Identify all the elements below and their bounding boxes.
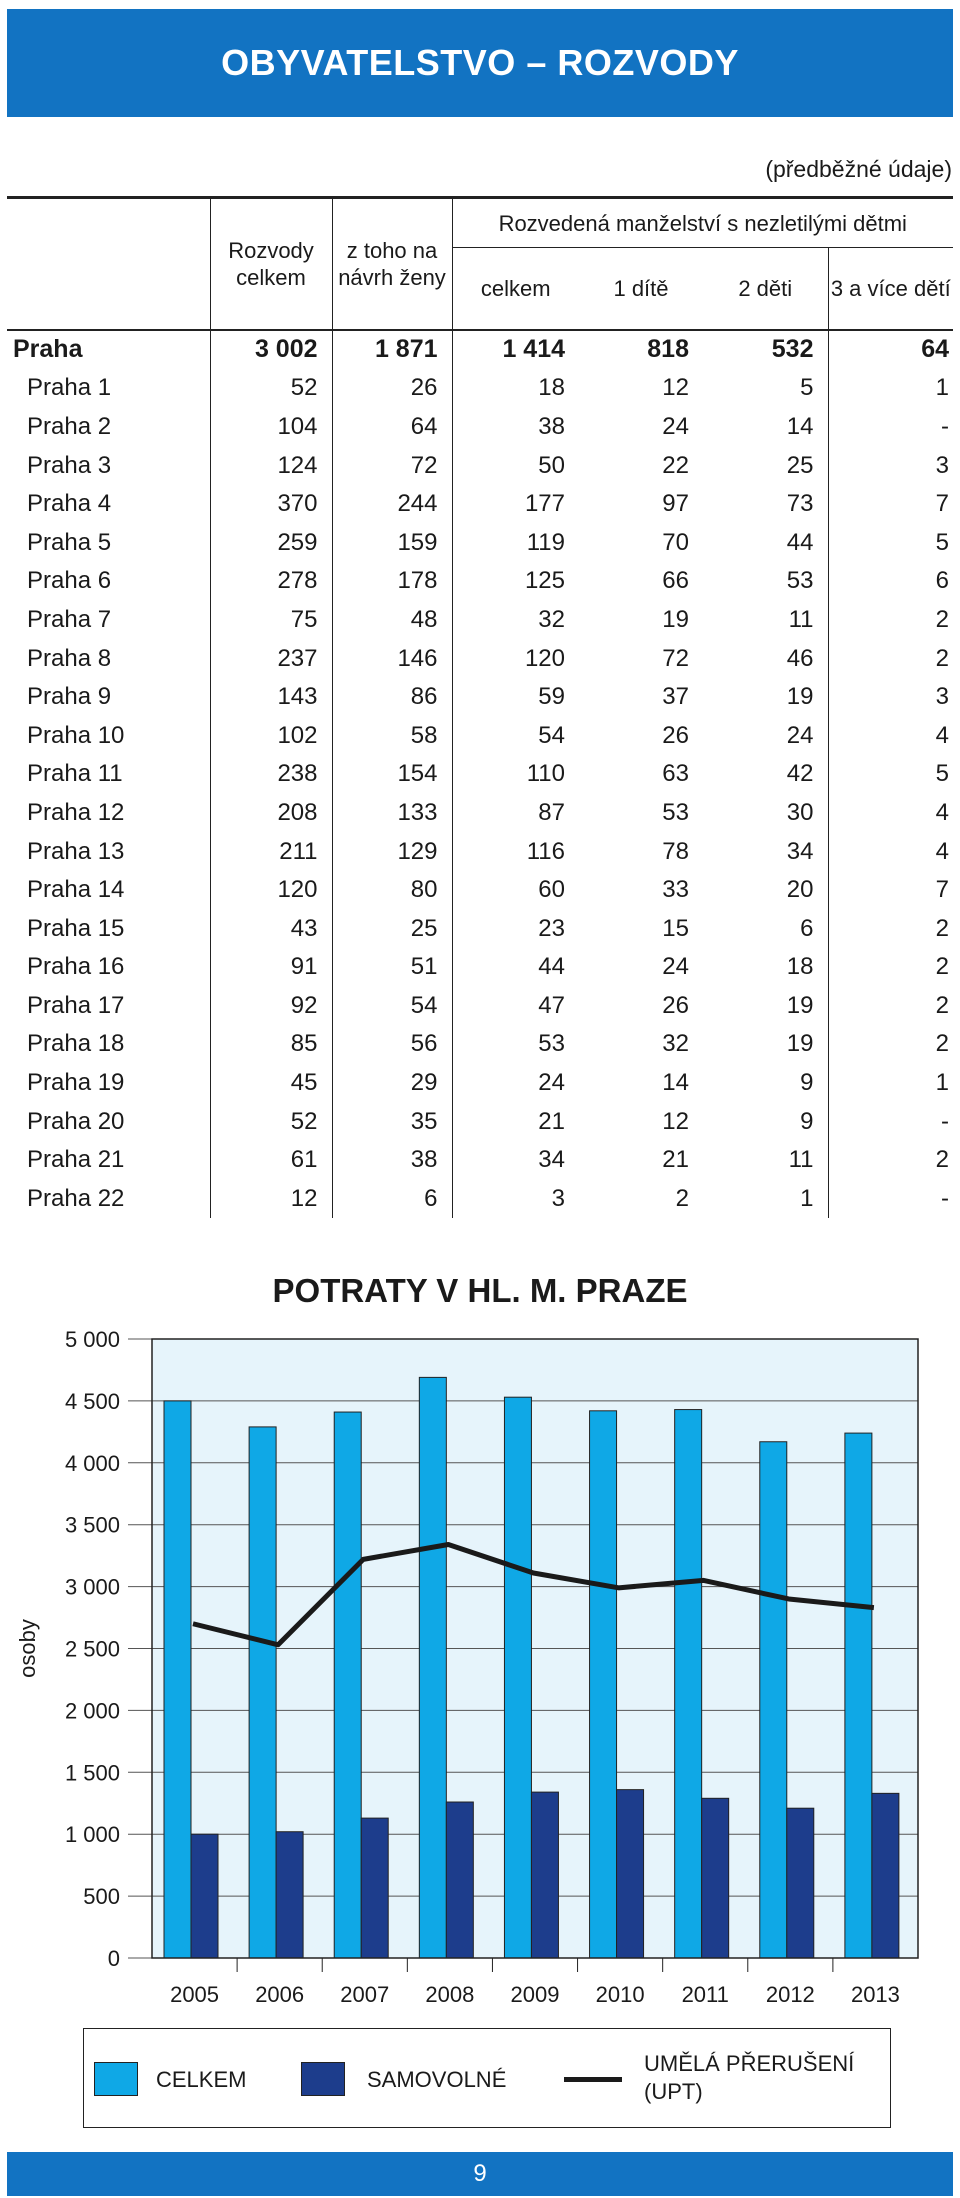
- table-cell: 5: [828, 755, 953, 794]
- row-label: Praha 1: [27, 374, 112, 402]
- table-cell: 12: [210, 1180, 332, 1219]
- table-row: [7, 987, 953, 1026]
- table-cell: 86: [332, 678, 452, 717]
- table-cell: 211: [210, 832, 332, 871]
- table-row: [7, 909, 953, 948]
- table-cell: 2: [828, 1025, 953, 1064]
- row-label: Praha: [13, 335, 83, 364]
- table-cell: 3: [452, 1180, 579, 1219]
- table-cell: 20: [786, 876, 814, 904]
- table-cell: 24: [786, 721, 814, 749]
- legend-label-upt-2: (UPT): [644, 2079, 703, 2104]
- row-label: Praha 2: [27, 412, 112, 440]
- table-cell: 9: [800, 1107, 814, 1135]
- table-cell: 7: [828, 485, 953, 524]
- table-cell: 133: [332, 794, 452, 833]
- table-cell: 177: [452, 485, 579, 524]
- table-cell: 32: [452, 601, 579, 640]
- row-label: Praha 15: [27, 914, 125, 942]
- table-cell: 91: [210, 948, 332, 987]
- table-cell: 42: [786, 760, 814, 788]
- row-label: Praha 18: [27, 1030, 125, 1058]
- table-cell: 51: [332, 948, 452, 987]
- table-cell: 3 002: [210, 330, 332, 370]
- table-cell: 4: [828, 832, 953, 871]
- row-label: Praha 12: [27, 798, 125, 826]
- table-cell: 85: [210, 1025, 332, 1064]
- table-cell: 25: [332, 909, 452, 948]
- table-cell: 1 871: [332, 330, 452, 370]
- row-label: Praha 6: [27, 567, 112, 595]
- table-cell: 178: [332, 562, 452, 601]
- x-tick-label: 2007: [340, 1982, 390, 2007]
- table-cell: -: [828, 1102, 953, 1141]
- bar-samovolne-2007: [361, 1818, 388, 1958]
- table-cell: 18: [452, 369, 579, 408]
- table-row: [7, 948, 953, 987]
- x-tick-label: 2005: [170, 1982, 220, 2007]
- y-axis-label: osoby: [15, 1619, 40, 1678]
- row-label: Praha 3: [27, 451, 112, 479]
- table-cell: 5: [800, 374, 814, 402]
- y-tick-label: 0: [107, 1946, 120, 1971]
- x-axis-tick-labels: [170, 1958, 900, 2007]
- table-cell: 119: [452, 523, 579, 562]
- table-cell: 53: [662, 798, 689, 826]
- table-cell: 24: [452, 1064, 579, 1103]
- table-cell: 11: [788, 605, 814, 633]
- y-tick-label: 5 000: [64, 1327, 120, 1352]
- table-row: [7, 755, 953, 794]
- table-cell: 54: [452, 716, 579, 755]
- table-cell: 2: [828, 601, 953, 640]
- table-cell: 2: [828, 1141, 953, 1180]
- bar-samovolne-2010: [617, 1790, 644, 1958]
- table-cell: 34: [452, 1141, 579, 1180]
- table-cell: 97: [662, 490, 689, 518]
- table-cell: 47: [452, 987, 579, 1026]
- table-body: [7, 330, 953, 1219]
- legend-label-upt-1: UMĚLÁ PŘERUŠENÍ: [644, 2051, 855, 2076]
- preliminary-data-note: (předběžné údaje): [765, 156, 952, 182]
- bar-celkem-2006: [249, 1427, 276, 1958]
- table-cell: 2: [828, 948, 953, 987]
- table-cell: 58: [332, 716, 452, 755]
- y-tick-label: 1 500: [64, 1760, 120, 1786]
- y-tick-label: 2 500: [64, 1636, 120, 1662]
- bar-samovolne-2013: [872, 1793, 899, 1958]
- y-tick-label: 1 000: [64, 1822, 120, 1848]
- table-cell: 26: [662, 991, 689, 1019]
- table-cell: 7: [828, 871, 953, 910]
- table-cell: 208: [210, 794, 332, 833]
- header-district: [7, 198, 210, 330]
- table-cell: 14: [662, 1069, 689, 1097]
- header-three-plus-children: 3 a více dětí: [828, 248, 953, 330]
- chart-legend: [83, 2028, 891, 2128]
- x-tick-label: 2012: [765, 1982, 815, 2007]
- header-with-minor-children: Rozvedená manželství s nezletilými dětmi: [452, 198, 953, 248]
- page-number: 9: [473, 2160, 487, 2187]
- table-cell: 24: [662, 412, 689, 440]
- table-cell: 70: [662, 528, 689, 556]
- table-cell: 532: [771, 335, 814, 364]
- table-cell: 29: [332, 1064, 452, 1103]
- row-label: Praha 7: [27, 605, 112, 633]
- table-cell: 104: [210, 408, 332, 447]
- table-row: [7, 1064, 953, 1103]
- table-cell: 23: [452, 909, 579, 948]
- table-cell: 19: [786, 1030, 814, 1058]
- row-label: Praha 20: [27, 1107, 125, 1135]
- row-label: Praha 8: [27, 644, 112, 672]
- table-row: [7, 408, 953, 447]
- header-two-children: 2 děti: [703, 248, 828, 330]
- table-cell: 4: [828, 716, 953, 755]
- bar-samovolne-2009: [531, 1792, 558, 1958]
- row-label: Praha 11: [27, 760, 123, 788]
- table-row: [7, 716, 953, 755]
- y-axis-tick-labels: [65, 1327, 120, 1971]
- header-on-womans-petition: z toho na návrh ženy: [332, 198, 452, 330]
- table-cell: 11: [788, 1146, 814, 1174]
- table-cell: 52: [210, 369, 332, 408]
- row-label: Praha 14: [27, 876, 125, 904]
- bar-celkem-2007: [334, 1412, 361, 1958]
- table-cell: 818: [647, 335, 689, 364]
- bar-celkem-2009: [504, 1397, 531, 1958]
- y-tick-label: 3 000: [64, 1574, 120, 1600]
- bar-celkem-2012: [760, 1442, 787, 1958]
- table-cell: 116: [452, 832, 579, 871]
- table-cell: 1: [800, 1184, 814, 1212]
- table-cell: 80: [332, 871, 452, 910]
- bar-samovolne-2006: [276, 1832, 303, 1958]
- table-cell: 44: [786, 528, 814, 556]
- row-label: Praha 9: [27, 683, 112, 711]
- table-row: [7, 871, 953, 910]
- table-cell: 2: [828, 987, 953, 1026]
- header-children-total: celkem: [452, 248, 579, 330]
- table-row: [7, 1180, 953, 1219]
- table-cell: 43: [210, 909, 332, 948]
- table-cell: 3: [828, 446, 953, 485]
- table-row: [7, 678, 953, 717]
- row-label: Praha 16: [27, 953, 125, 981]
- table-cell: 278: [210, 562, 332, 601]
- table-cell: -: [828, 408, 953, 447]
- bar-celkem-2005: [164, 1401, 191, 1958]
- row-label: Praha 4: [27, 490, 112, 518]
- table-cell: 4: [828, 794, 953, 833]
- legend-label-celkem: CELKEM: [156, 2067, 247, 2092]
- table-cell: 66: [662, 567, 689, 595]
- row-label: Praha 13: [27, 837, 125, 865]
- table-cell: 21: [452, 1102, 579, 1141]
- table-cell: 159: [332, 523, 452, 562]
- y-tick-label: 2 000: [64, 1698, 120, 1724]
- x-tick-label: 2013: [850, 1982, 900, 2007]
- x-tick-label: 2006: [255, 1982, 305, 2007]
- table-cell: 22: [662, 451, 689, 479]
- table-cell: 18: [786, 953, 814, 981]
- table-cell: 120: [210, 871, 332, 910]
- table-row: [7, 1025, 953, 1064]
- bar-samovolne-2005: [191, 1834, 218, 1958]
- table-cell: 102: [210, 716, 332, 755]
- row-label: Praha 21: [27, 1146, 125, 1174]
- table-row-total: [7, 330, 953, 370]
- table-cell: 238: [210, 755, 332, 794]
- legend-swatch-celkem: [94, 2062, 138, 2096]
- table-cell: 19: [786, 991, 814, 1019]
- table-cell: 53: [452, 1025, 579, 1064]
- table-cell: 1 414: [452, 330, 579, 370]
- table-row: [7, 1102, 953, 1141]
- table-row: [7, 485, 953, 524]
- table-cell: 237: [210, 639, 332, 678]
- table-cell: 38: [332, 1141, 452, 1180]
- table-cell: 92: [210, 987, 332, 1026]
- table-cell: 9: [800, 1069, 814, 1097]
- page-title-banner: [7, 9, 953, 117]
- footer-bar: [7, 2152, 953, 2196]
- table-cell: 143: [210, 678, 332, 717]
- table-cell: 244: [332, 485, 452, 524]
- table-cell: 46: [786, 644, 814, 672]
- table-cell: 64: [828, 330, 953, 370]
- row-label: Praha 5: [27, 528, 112, 556]
- table-cell: 12: [662, 374, 689, 402]
- table-cell: 6: [332, 1180, 452, 1219]
- table-cell: 64: [332, 408, 452, 447]
- table-cell: 63: [662, 760, 689, 788]
- table-cell: 48: [332, 601, 452, 640]
- divorces-table: [7, 196, 953, 1218]
- table-cell: 26: [332, 369, 452, 408]
- table-cell: 129: [332, 832, 452, 871]
- page-title: OBYVATELSTVO – ROZVODY: [221, 42, 739, 83]
- row-label: Praha 22: [27, 1184, 125, 1212]
- table-cell: 59: [452, 678, 579, 717]
- table-cell: 2: [675, 1184, 689, 1212]
- table-row: [7, 523, 953, 562]
- table-cell: 3: [828, 678, 953, 717]
- table-row: [7, 1141, 953, 1180]
- row-label: Praha 17: [27, 991, 125, 1019]
- legend-swatch-samovolne: [301, 2062, 345, 2096]
- table-cell: 21: [662, 1146, 689, 1174]
- table-cell: 19: [786, 683, 814, 711]
- bar-samovolne-2012: [787, 1808, 814, 1958]
- bar-celkem-2011: [675, 1410, 702, 1958]
- table-cell: 52: [210, 1102, 332, 1141]
- table-cell: 33: [662, 876, 689, 904]
- abortions-chart: [0, 1310, 960, 2022]
- chart-title: POTRATY V HL. M. PRAZE: [272, 1272, 688, 1309]
- table-cell: 12: [662, 1107, 689, 1135]
- table-row: [7, 794, 953, 833]
- x-tick-label: 2011: [681, 1982, 729, 2007]
- table-cell: 32: [662, 1030, 689, 1058]
- table-row: [7, 639, 953, 678]
- table-cell: 37: [662, 683, 689, 711]
- table-cell: 259: [210, 523, 332, 562]
- table-cell: 54: [332, 987, 452, 1026]
- table-cell: 30: [786, 798, 814, 826]
- table-row: [7, 446, 953, 485]
- table-cell: 38: [452, 408, 579, 447]
- table-cell: 1: [828, 369, 953, 408]
- table-cell: -: [828, 1180, 953, 1219]
- bar-celkem-2008: [419, 1377, 446, 1958]
- table-cell: 72: [662, 644, 689, 672]
- table-cell: 50: [452, 446, 579, 485]
- bar-samovolne-2011: [702, 1798, 729, 1958]
- table-cell: 24: [662, 953, 689, 981]
- table-cell: 87: [452, 794, 579, 833]
- table-cell: 72: [332, 446, 452, 485]
- table-cell: 5: [828, 523, 953, 562]
- header-one-child: 1 dítě: [579, 248, 703, 330]
- table-cell: 2: [828, 909, 953, 948]
- table-cell: 26: [662, 721, 689, 749]
- table-cell: 110: [452, 755, 579, 794]
- table-cell: 14: [786, 412, 814, 440]
- table-row: [7, 562, 953, 601]
- table-cell: 6: [828, 562, 953, 601]
- table-cell: 146: [332, 639, 452, 678]
- table-cell: 370: [210, 485, 332, 524]
- bar-samovolne-2008: [446, 1802, 473, 1958]
- table-row: [7, 832, 953, 871]
- y-tick-label: 4 000: [64, 1450, 120, 1476]
- table-cell: 73: [786, 490, 814, 518]
- table-cell: 60: [452, 871, 579, 910]
- bar-celkem-2010: [590, 1411, 617, 1958]
- table-cell: 45: [210, 1064, 332, 1103]
- table-cell: 154: [332, 755, 452, 794]
- table-row: [7, 369, 953, 408]
- row-label: Praha 19: [27, 1069, 125, 1097]
- table-cell: 44: [452, 948, 579, 987]
- y-tick-label: 4 500: [64, 1388, 120, 1414]
- header-divorces-total: Rozvody celkem: [210, 198, 332, 330]
- table-cell: 34: [786, 837, 814, 865]
- bar-celkem-2013: [845, 1433, 872, 1958]
- row-label: Praha 10: [27, 721, 125, 749]
- x-tick-label: 2008: [425, 1982, 475, 2007]
- table-cell: 56: [332, 1025, 452, 1064]
- y-tick-label: 3 500: [64, 1512, 120, 1538]
- x-tick-label: 2010: [595, 1982, 645, 2007]
- y-tick-label: 500: [83, 1884, 120, 1910]
- legend-label-samovolne: SAMOVOLNÉ: [367, 2067, 507, 2092]
- table-cell: 15: [662, 914, 689, 942]
- legend-line-upt: [564, 2077, 622, 2082]
- table-cell: 25: [786, 451, 814, 479]
- table-cell: 35: [332, 1102, 452, 1141]
- table-cell: 19: [662, 605, 689, 633]
- table-row: [7, 601, 953, 640]
- table-cell: 125: [452, 562, 579, 601]
- table-cell: 53: [786, 567, 814, 595]
- table-cell: 2: [828, 639, 953, 678]
- table-cell: 120: [452, 639, 579, 678]
- table-cell: 124: [210, 446, 332, 485]
- table-cell: 75: [210, 601, 332, 640]
- x-tick-label: 2009: [510, 1982, 560, 2007]
- table-cell: 78: [662, 837, 689, 865]
- table-cell: 6: [800, 914, 814, 942]
- table-cell: 61: [210, 1141, 332, 1180]
- table-cell: 1: [828, 1064, 953, 1103]
